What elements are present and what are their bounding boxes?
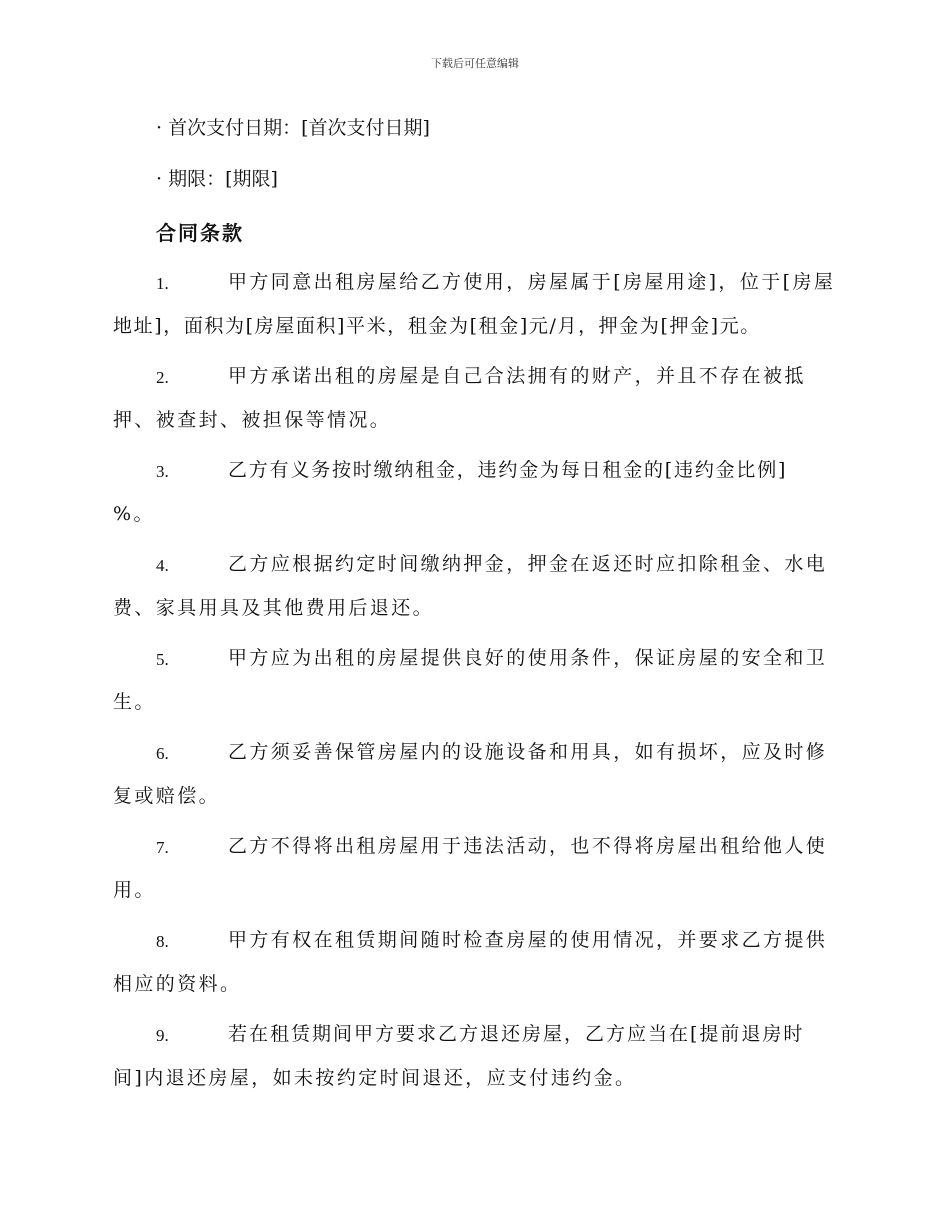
clause-text-line1: 乙方有义务按时缴纳租金，违约金为每日租金的[违约金比例]	[228, 459, 788, 481]
clause-number: 1.	[156, 274, 169, 293]
clause-text-line1: 乙方须妥善保管房屋内的设施设备和用具，如有损坏，应及时修	[228, 741, 828, 763]
clause-text-line2: 间]内退还房屋，如未按约定时间退还，应支付违约金。	[113, 1067, 637, 1089]
clause-text-line1: 甲方承诺出租的房屋是自己合法拥有的财产，并且不存在被抵	[228, 365, 806, 387]
clause-text-line2: 用。	[113, 879, 156, 901]
clause-text-line2: 地址]，面积为[房屋面积]平米，租金为[租金]元/月，押金为[押金]元。	[113, 315, 761, 337]
clause-text-line2: 费、家具用具及其他费用后退还。	[113, 597, 435, 619]
bullet-first-payment-date: · 首次支付日期：[首次支付日期]	[156, 117, 430, 139]
clause-number: 9.	[156, 1026, 169, 1045]
bullet-term: · 期限：[期限]	[156, 168, 278, 190]
section-title: 合同条款	[156, 221, 244, 245]
clause-number: 3.	[156, 462, 169, 481]
clause-text-line1: 甲方应为出租的房屋提供良好的使用条件，保证房屋的安全和卫	[228, 647, 828, 669]
clause-text-line2: 复或赔偿。	[113, 785, 221, 807]
clause-text-line1: 乙方不得将出租房屋用于违法活动，也不得将房屋出租给他人使	[228, 835, 828, 857]
clause-number: 2.	[156, 368, 169, 387]
clause-number: 5.	[156, 650, 169, 669]
clause-text-line1: 甲方同意出租房屋给乙方使用，房屋属于[房屋用途]，位于[房屋	[228, 271, 836, 293]
clause-text-line2: 押、被查封、被担保等情况。	[113, 409, 392, 431]
clause-number: 6.	[156, 744, 169, 763]
clause-text-line1: 甲方有权在租赁期间随时检查房屋的使用情况，并要求乙方提供	[228, 929, 828, 951]
clause-text-line2: 生。	[113, 691, 156, 713]
clause-number: 8.	[156, 932, 169, 951]
clause-text-line2: %。	[113, 503, 155, 525]
clause-number: 7.	[156, 838, 169, 857]
page-header: 下载后可任意编辑	[431, 57, 519, 70]
clause-number: 4.	[156, 556, 169, 575]
clause-text-line1: 若在租赁期间甲方要求乙方退还房屋，乙方应当在[提前退房时	[228, 1023, 805, 1045]
clause-text-line2: 相应的资料。	[113, 973, 242, 995]
clause-text-line1: 乙方应根据约定时间缴纳押金，押金在返还时应扣除租金、水电	[228, 553, 828, 575]
